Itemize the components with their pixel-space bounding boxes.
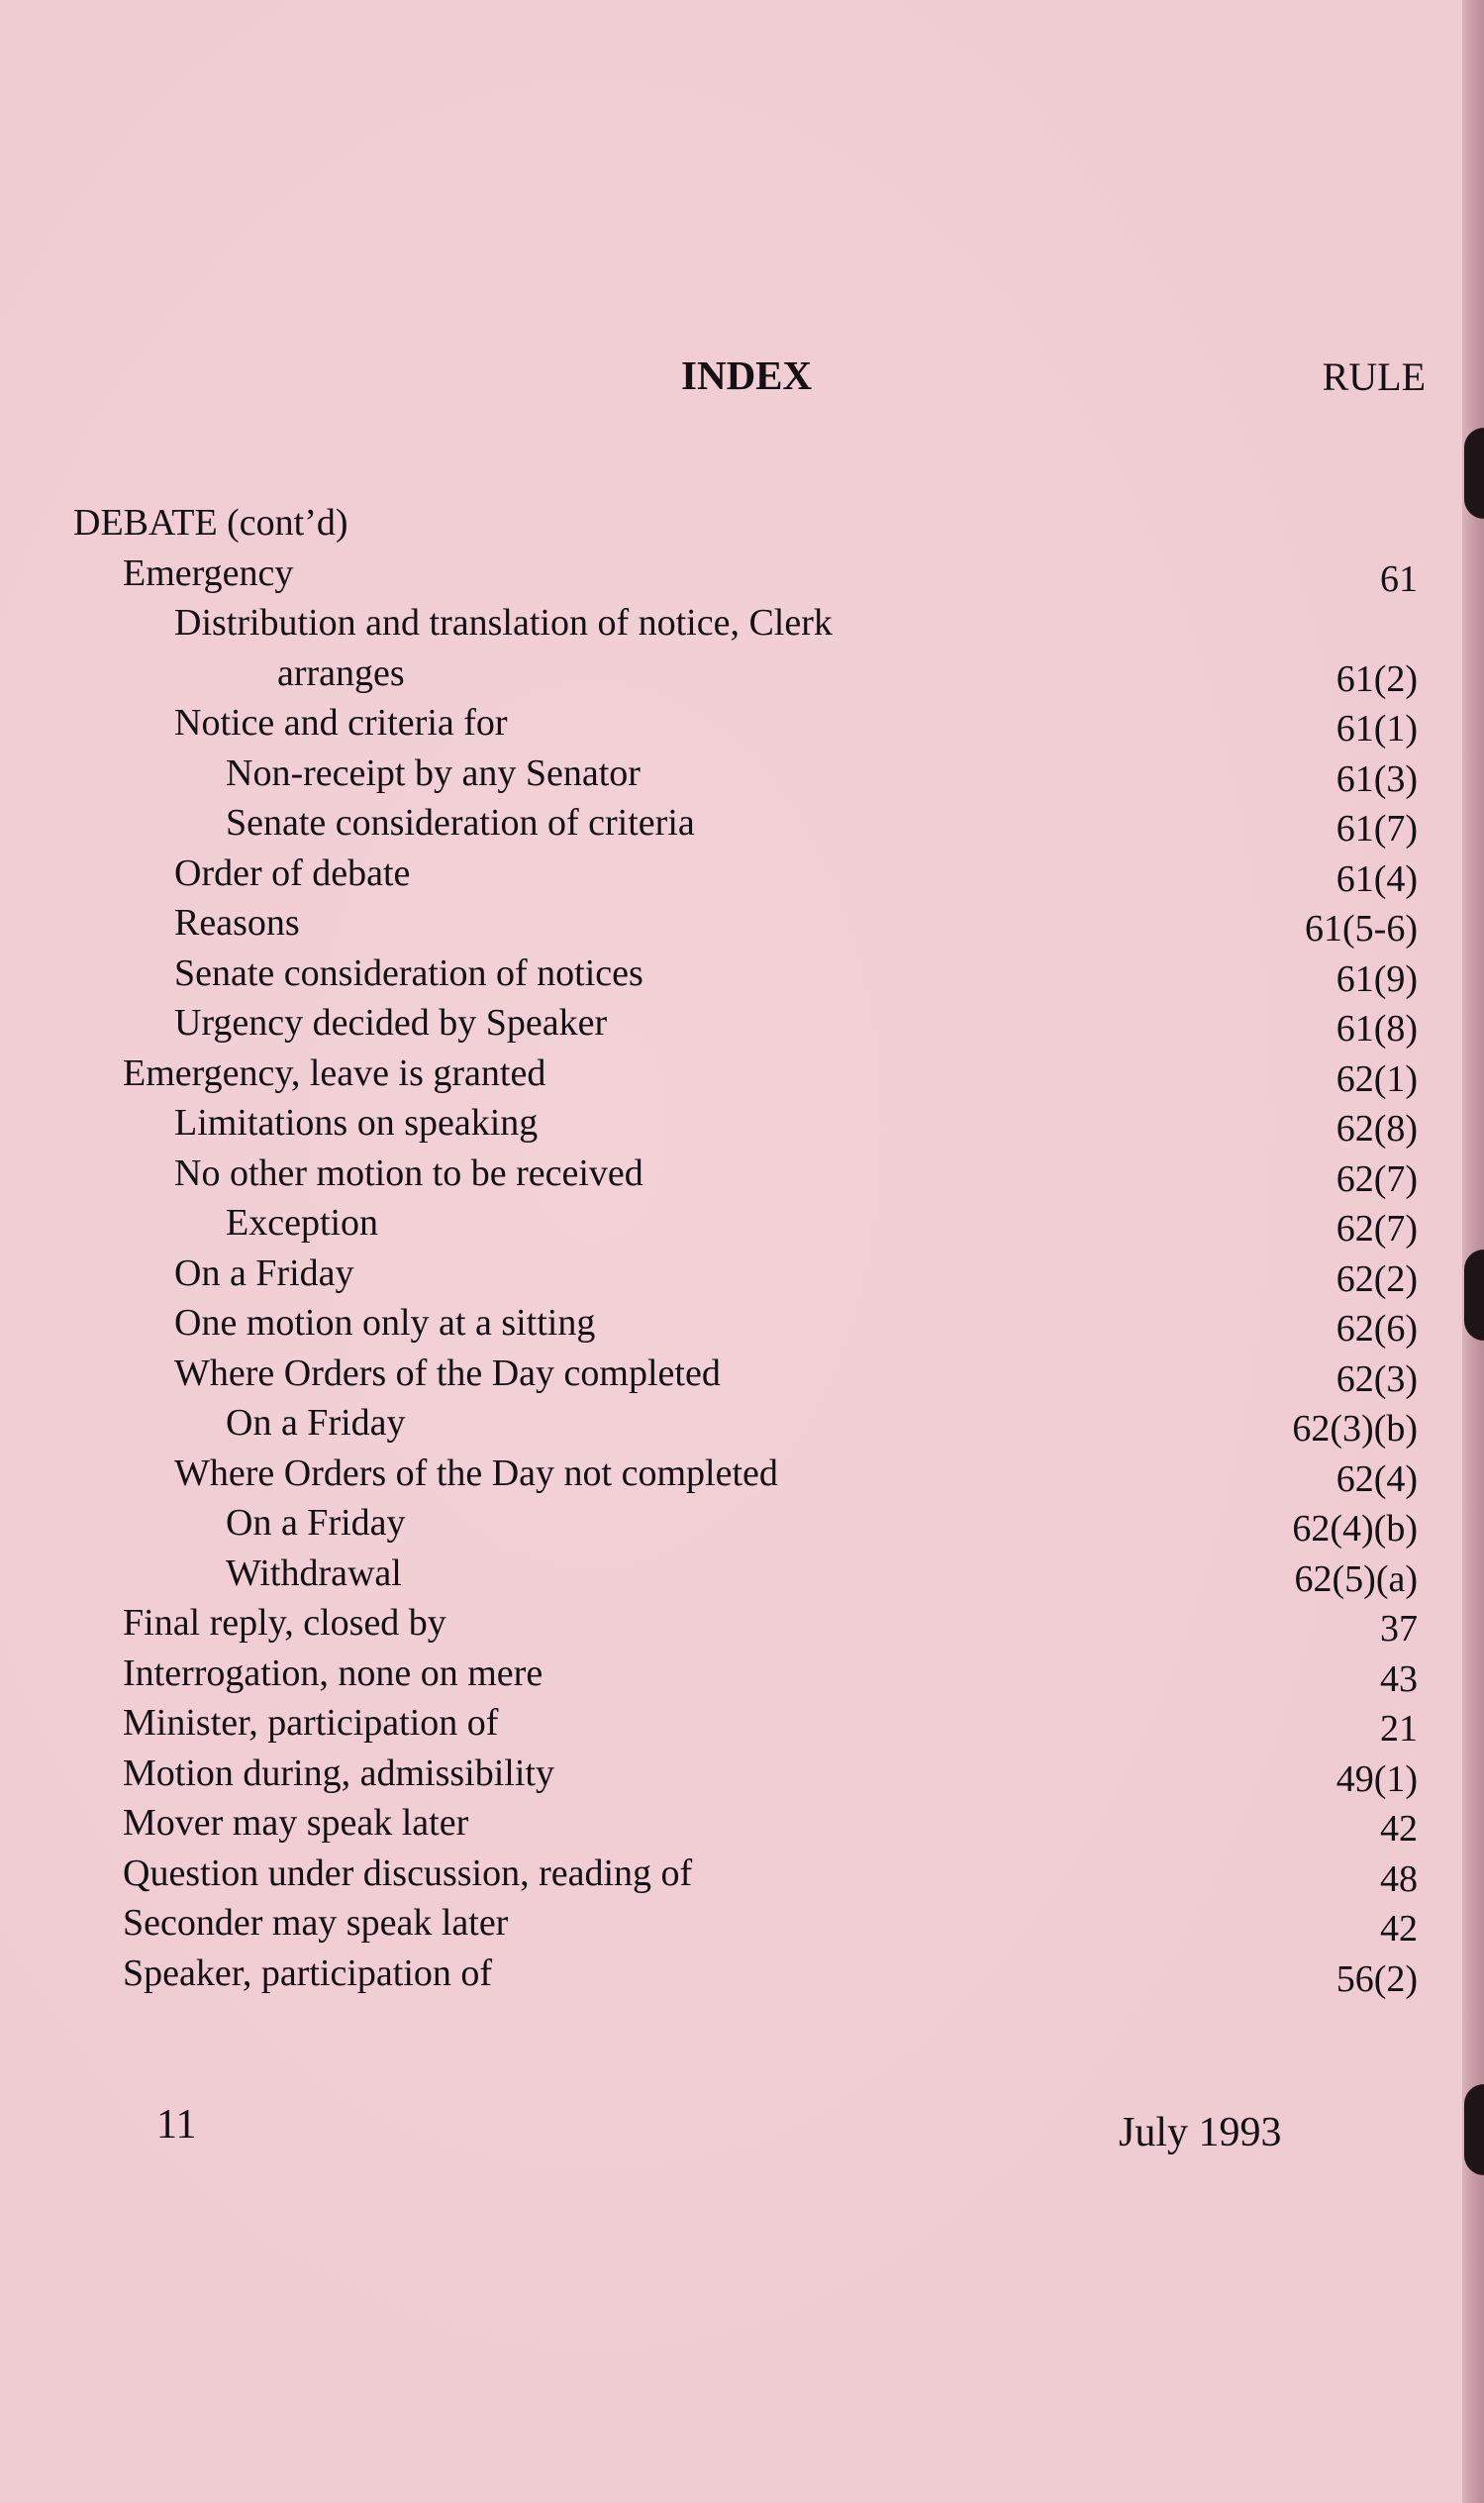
index-entry-rule: 42 (1380, 1808, 1418, 1850)
index-entry-text: Final reply, closed by (123, 1602, 446, 1644)
index-entry-rule: 62(4)(b) (1292, 1508, 1418, 1550)
index-entry-text: Minister, participation of (123, 1702, 499, 1744)
index-entry (0, 898, 1418, 949)
index-entry (0, 598, 1418, 649)
index-entry (0, 849, 1418, 899)
index-entry (0, 1049, 1418, 1099)
index-entry-rule: 62(7) (1336, 1157, 1418, 1200)
index-entry-rule: 61(8) (1336, 1008, 1418, 1050)
index-entry-rule: 62(5)(a) (1294, 1557, 1418, 1600)
index-entry-text: Emergency, leave is granted (123, 1051, 546, 1094)
page-header (0, 351, 1426, 411)
index-entry-text: On a Friday (226, 1402, 406, 1444)
index-entry (0, 698, 1418, 749)
index-entry-text: Where Orders of the Day completed (174, 1352, 721, 1394)
index-entry-rule: 42 (1380, 1908, 1418, 1950)
index-entry-text: Urgency decided by Speaker (174, 1002, 608, 1044)
index-entry (0, 1949, 1418, 1999)
index-entry (0, 549, 1418, 599)
index-entry-rule: 61(9) (1336, 957, 1418, 1000)
index-entry-text: Notice and criteria for (174, 702, 508, 744)
index-entry-rule: 62(7) (1336, 1208, 1418, 1250)
index-entry-rule: 62(1) (1336, 1057, 1418, 1100)
index-entry (0, 749, 1418, 799)
index-entry-rule: 61(7) (1336, 808, 1418, 850)
index-entry-rule: 61(1) (1336, 708, 1418, 750)
index-entry-text: Interrogation, none on mere (123, 1652, 544, 1694)
index-entry-text: On a Friday (226, 1502, 406, 1544)
index-entry-text: Seconder may speak later (123, 1902, 509, 1944)
index-entry (0, 1098, 1418, 1149)
index-entry-rule: 61(5-6) (1305, 908, 1418, 950)
index-entry-text: One motion only at a sitting (174, 1302, 596, 1344)
footer-date: July 1993 (1119, 2110, 1282, 2155)
index-entry (0, 949, 1418, 999)
index-entry-text: Senate consideration of criteria (226, 802, 695, 844)
index-entry (0, 998, 1418, 1049)
page-title: INDEX (681, 352, 813, 398)
index-entry (0, 649, 1418, 699)
index-entry (0, 1449, 1418, 1499)
index-entry-text: No other motion to be received (174, 1151, 643, 1194)
index-entry-text: Motion during, admissibility (123, 1752, 554, 1794)
index-entry (0, 1898, 1418, 1949)
index-entry (0, 1798, 1418, 1849)
index-entry (0, 1349, 1418, 1399)
index-entry-text: DEBATE (cont’d) (73, 502, 348, 544)
index-entry (0, 1749, 1418, 1799)
index-entry-rule: 56(2) (1336, 1957, 1418, 2000)
index-entry (0, 1249, 1418, 1299)
index-entry (0, 1698, 1418, 1749)
index-entry-rule: 48 (1380, 1857, 1418, 1900)
index-entry-text: Distribution and translation of notice, Clerk (174, 602, 833, 644)
index-entry-text: Limitations on speaking (174, 1102, 539, 1144)
index-entry-rule: 49(1) (1336, 1757, 1418, 1800)
index-entry-text: Order of debate (174, 851, 411, 894)
index-entry (0, 1498, 1418, 1549)
index-entry (0, 1649, 1418, 1699)
index-entry-rule: 62(8) (1336, 1108, 1418, 1150)
index-entry-text: arranges (277, 651, 405, 694)
index-entry-rule: 43 (1380, 1657, 1418, 1700)
index-entry (0, 1149, 1418, 1199)
index-entry-text: Question under discussion, reading of (123, 1852, 693, 1894)
index-entry (0, 1849, 1418, 1899)
index-entry-rule: 62(4) (1336, 1457, 1418, 1500)
index-entry-text: Where Orders of the Day not completed (174, 1452, 778, 1494)
index-entry-text: Mover may speak later (123, 1802, 469, 1844)
binding-notch-middle (1464, 1250, 1484, 1341)
index-entry-rule: 61(3) (1336, 757, 1418, 800)
index-entry-text: Speaker, participation of (123, 1952, 493, 1994)
index-entry (0, 798, 1418, 849)
index-entry (0, 498, 1418, 549)
index-entry-text: Non-receipt by any Senator (226, 751, 641, 794)
index-entry-rule: 61(2) (1336, 657, 1418, 700)
index-entry-rule: 62(2) (1336, 1257, 1418, 1300)
index-entry-rule: 61 (1380, 557, 1418, 600)
index-entry-text: Emergency (123, 551, 294, 594)
index-entry-text: On a Friday (174, 1252, 354, 1294)
index-entry-text: Exception (226, 1202, 379, 1244)
index-entry-rule: 62(3)(b) (1292, 1408, 1418, 1450)
index-entry (0, 1398, 1418, 1449)
binding-notch-bottom (1464, 2084, 1484, 2175)
index-entry-text: Reasons (174, 902, 300, 944)
index-entry-text: Senate consideration of notices (174, 951, 643, 994)
index-entry-text: Withdrawal (226, 1552, 402, 1594)
page-number: 11 (156, 2102, 197, 2148)
index-entry-rule: 62(3) (1336, 1357, 1418, 1400)
binding-notch-top (1464, 428, 1484, 519)
index-entry (0, 1198, 1418, 1249)
index-entry-rule: 37 (1380, 1608, 1418, 1650)
index-entry-rule: 61(4) (1336, 857, 1418, 900)
index-entry (0, 1598, 1418, 1649)
rule-column-heading: RULE (1322, 354, 1426, 399)
index-entry-rule: 21 (1380, 1708, 1418, 1750)
index-entry-rule: 62(6) (1336, 1308, 1418, 1350)
index-entry (0, 1549, 1418, 1599)
index-entries (0, 498, 1418, 1998)
index-entry (0, 1298, 1418, 1349)
